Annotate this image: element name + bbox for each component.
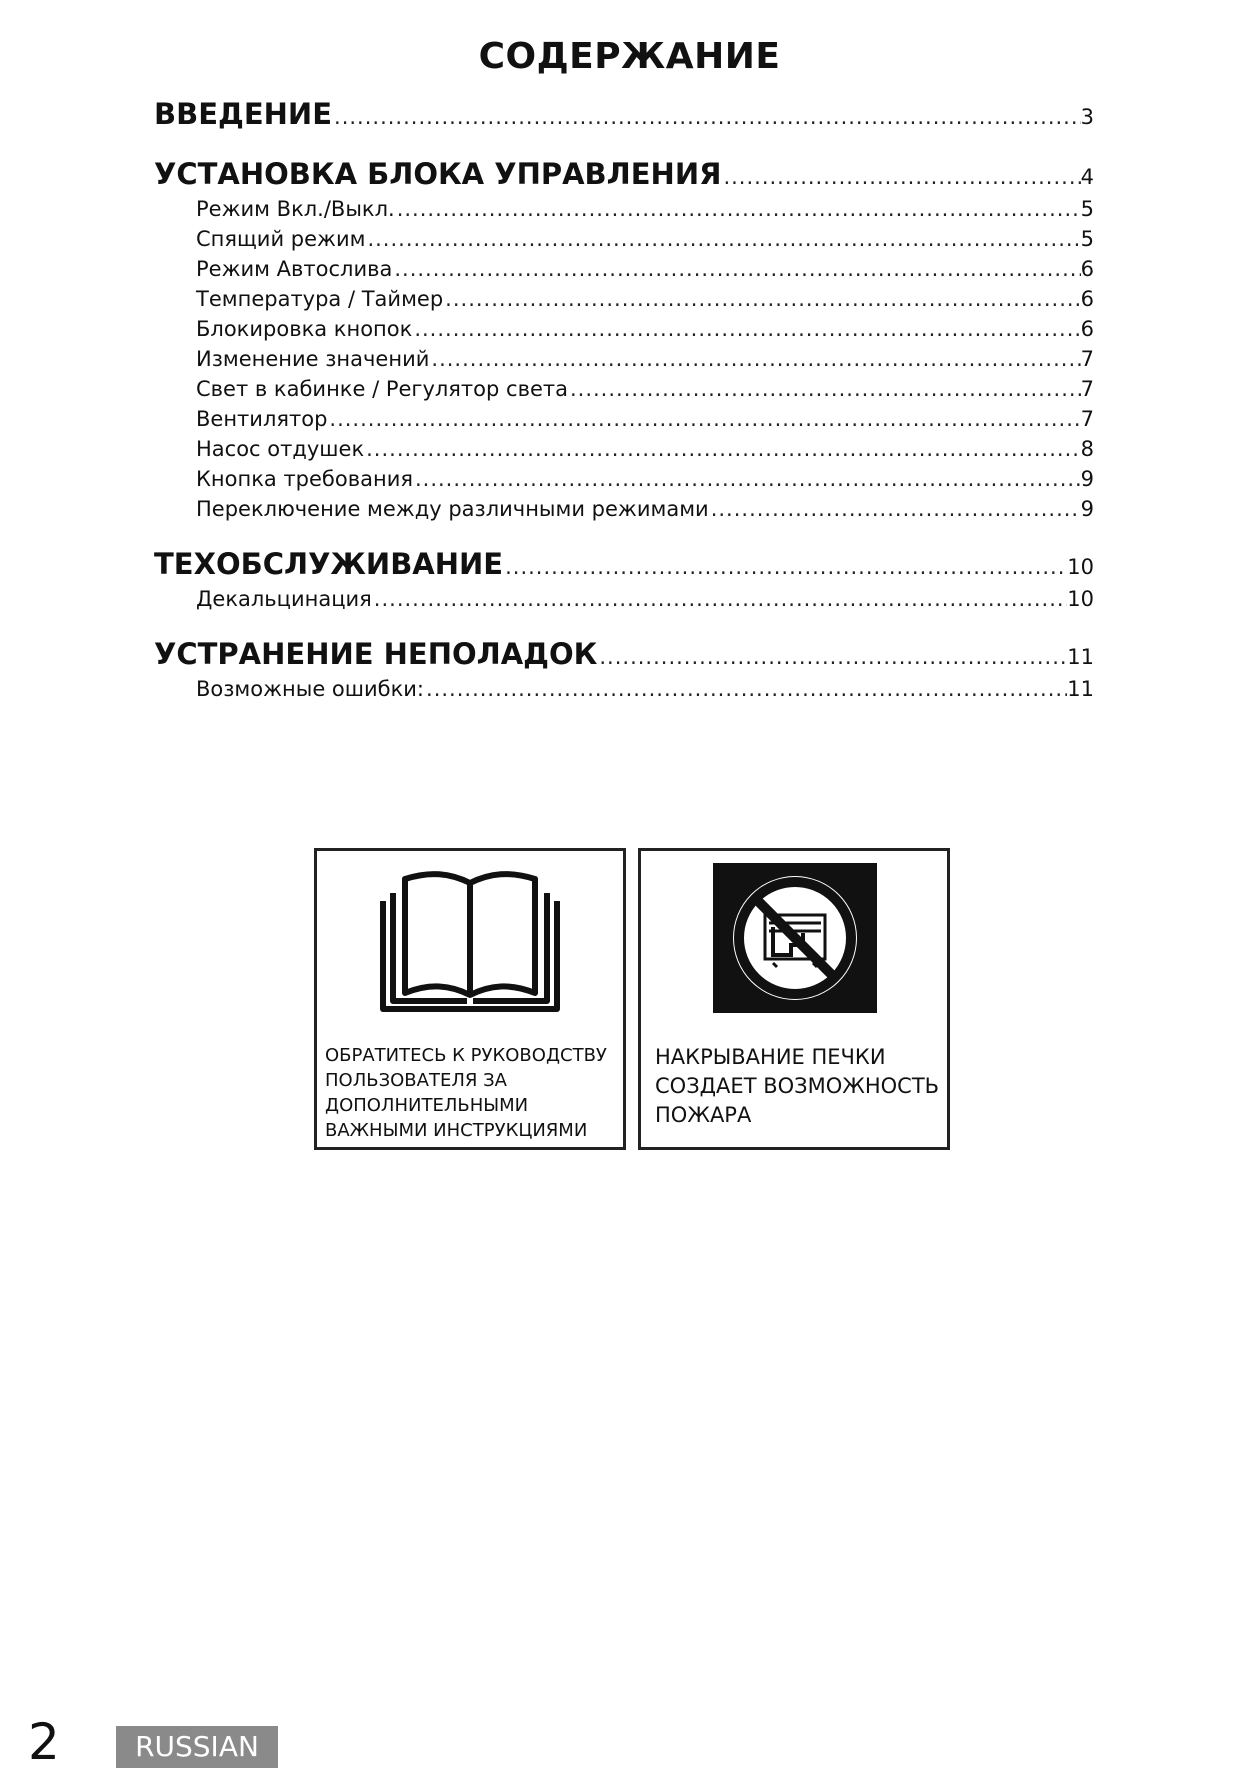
caption-line: ОБРАТИТЕСЬ К РУКОВОДСТВУ xyxy=(325,1045,607,1066)
leader-dots xyxy=(413,464,1081,494)
toc-page-number: 11 xyxy=(1067,677,1094,701)
toc-item[interactable] xyxy=(154,374,1094,404)
leader-dots xyxy=(395,194,1081,224)
leader-dots xyxy=(364,434,1081,464)
caption-line: ДОПОЛНИТЕЛЬНЫМИ xyxy=(325,1095,529,1116)
leader-dots xyxy=(327,404,1080,434)
toc-item-label: Вентилятор xyxy=(196,407,328,431)
toc-item[interactable] xyxy=(154,674,1094,704)
toc-item-label: Свет в кабинке / Регулятор света xyxy=(196,377,568,401)
toc-page-number: 10 xyxy=(1067,587,1094,611)
toc-item-label: Блокировка кнопок xyxy=(196,317,413,341)
toc-page-number: 5 xyxy=(1080,227,1094,251)
caption-line: НАКРЫВАНИЕ ПЕЧКИ xyxy=(655,1045,886,1069)
toc-page-number: 7 xyxy=(1080,347,1094,371)
table-of-contents xyxy=(154,94,1094,724)
toc-page-number: 11 xyxy=(1067,645,1094,669)
toc-page-number: 5 xyxy=(1080,197,1094,221)
toc-item[interactable] xyxy=(154,254,1094,284)
toc-page-number: 6 xyxy=(1080,257,1094,281)
leader-dots xyxy=(709,494,1081,524)
toc-item[interactable] xyxy=(154,224,1094,254)
toc-heading-label: УСТАНОВКА БЛОКА УПРАВЛЕНИЯ xyxy=(154,157,722,191)
toc-heading-label: ТЕХОБСЛУЖИВАНИЕ xyxy=(154,547,504,581)
toc-section-troubleshooting xyxy=(154,634,1094,704)
toc-page-number: 3 xyxy=(1080,105,1094,129)
leader-dots xyxy=(392,254,1080,284)
leader-dots xyxy=(365,224,1080,254)
toc-item[interactable] xyxy=(154,494,1094,524)
leader-dots xyxy=(412,314,1080,344)
toc-item[interactable] xyxy=(154,584,1094,614)
page-number: 2 xyxy=(28,1713,60,1771)
no-covering-heater-icon xyxy=(713,863,877,1013)
caption-line: СОЗДАЕТ ВОЗМОЖНОСТЬ xyxy=(655,1074,940,1098)
leader-dots xyxy=(424,674,1067,704)
leader-dots xyxy=(721,157,1080,197)
toc-item-label: Температура / Таймер xyxy=(196,287,444,311)
leader-dots xyxy=(568,374,1081,404)
caption-line: ВАЖНЫМИ ИНСТРУКЦИЯМИ xyxy=(325,1120,588,1141)
toc-item[interactable] xyxy=(154,434,1094,464)
toc-item[interactable] xyxy=(154,464,1094,494)
leader-dots xyxy=(503,547,1067,587)
toc-heading[interactable] xyxy=(154,94,1094,134)
toc-item-label: Возможные ошибки: xyxy=(196,677,425,701)
read-manual-caption xyxy=(325,1043,617,1143)
toc-item-label: Насос отдушек xyxy=(196,437,365,461)
toc-section-introduction xyxy=(154,94,1094,134)
toc-item[interactable] xyxy=(154,404,1094,434)
toc-page-number: 6 xyxy=(1080,287,1094,311)
toc-heading[interactable] xyxy=(154,154,1094,194)
toc-page-number: 10 xyxy=(1067,555,1094,579)
leader-dots xyxy=(597,637,1067,677)
toc-item-label: Изменение значений xyxy=(196,347,430,371)
toc-section-control-unit xyxy=(154,154,1094,524)
open-book-icon xyxy=(375,869,565,1019)
leader-dots xyxy=(372,584,1067,614)
leader-dots xyxy=(332,97,1081,137)
toc-item[interactable] xyxy=(154,314,1094,344)
toc-page-number: 4 xyxy=(1080,165,1094,189)
toc-item-label: Режим Вкл./Выкл. xyxy=(196,197,395,221)
language-badge: RUSSIAN xyxy=(116,1726,278,1768)
toc-heading-label: УСТРАНЕНИЕ НЕПОЛАДОК xyxy=(154,637,598,671)
toc-item[interactable] xyxy=(154,344,1094,374)
caption-line: ПОЛЬЗОВАТЕЛЯ ЗА xyxy=(325,1070,507,1091)
toc-page-number: 8 xyxy=(1080,437,1094,461)
page-title: СОДЕРЖАНИЕ xyxy=(478,36,781,77)
toc-page-number: 9 xyxy=(1080,497,1094,521)
caption-line: ПОЖАРА xyxy=(655,1103,752,1127)
no-covering-heater-sign xyxy=(638,848,950,1150)
toc-section-maintenance xyxy=(154,544,1094,614)
toc-item[interactable] xyxy=(154,284,1094,314)
toc-page-number: 7 xyxy=(1080,407,1094,431)
toc-item-label: Декальцинация xyxy=(196,587,372,611)
leader-dots xyxy=(429,344,1080,374)
no-covering-heater-caption xyxy=(655,1043,941,1130)
toc-page-number: 7 xyxy=(1080,377,1094,401)
toc-page-number: 9 xyxy=(1080,467,1094,491)
toc-item-label: Переключение между различными режимами xyxy=(196,497,709,521)
toc-item-label: Кнопка требования xyxy=(196,467,413,491)
leader-dots xyxy=(443,284,1080,314)
read-manual-sign xyxy=(314,848,626,1150)
toc-page-number: 6 xyxy=(1080,317,1094,341)
toc-item-label: Режим Автослива xyxy=(196,257,393,281)
toc-item-label: Спящий режим xyxy=(196,227,366,251)
toc-item[interactable] xyxy=(154,194,1094,224)
toc-heading[interactable] xyxy=(154,634,1094,674)
toc-heading[interactable] xyxy=(154,544,1094,584)
toc-heading-label: ВВЕДЕНИЕ xyxy=(154,97,333,131)
